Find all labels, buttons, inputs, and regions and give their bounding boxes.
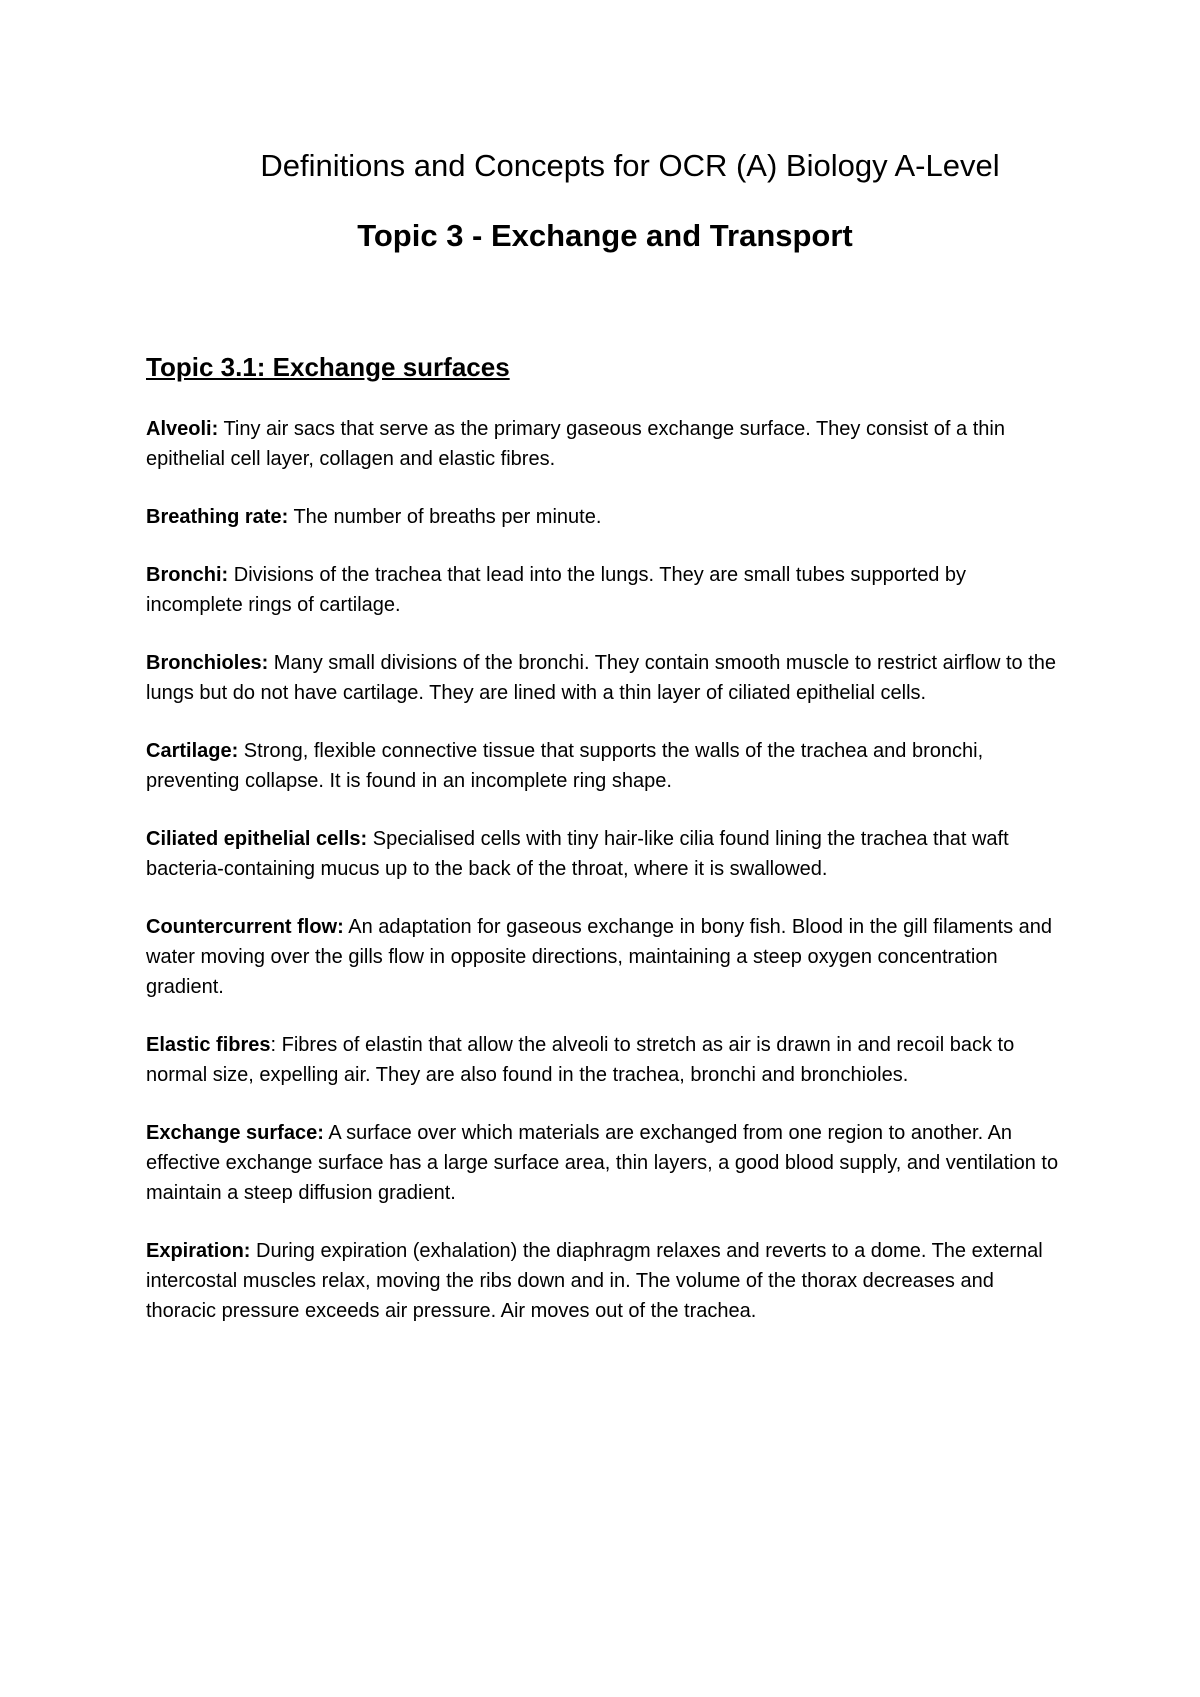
definition-term: Bronchioles: bbox=[146, 652, 269, 674]
definition-text: Divisions of the trachea that lead into the lungs. They are small tubes supported by incomplete rings of cartilage. bbox=[146, 564, 967, 616]
definition-entry-exchange-surface bbox=[146, 1118, 1066, 1208]
definition-term: Bronchi: bbox=[146, 564, 229, 586]
definition-term: Cartilage: bbox=[146, 740, 239, 762]
definition-term: Elastic fibres bbox=[146, 1034, 271, 1056]
definition-term: Breathing rate: bbox=[146, 506, 289, 528]
definition-term: Expiration: bbox=[146, 1240, 251, 1262]
definition-entry-expiration bbox=[146, 1236, 1066, 1326]
definition-text: A surface over which materials are exchanged from one region to another. An effective exchange surface has a large surface area, thin layers, a good blood supply, and ventilation to maintain a steep diffusion gradient. bbox=[146, 1122, 1059, 1204]
definition-entry-breathing-rate bbox=[146, 502, 1066, 532]
definition-entry-bronchi bbox=[146, 560, 1066, 620]
definition-entry-countercurrent-flow bbox=[146, 912, 1066, 1002]
definition-text: Strong, flexible connective tissue that supports the walls of the trachea and bronchi, preventing collapse. It is found in an incomplete ring shape. bbox=[146, 740, 984, 792]
definition-entry-bronchioles bbox=[146, 648, 1066, 708]
definition-entry-cartilage bbox=[146, 736, 1066, 796]
definition-term: Alveoli: bbox=[146, 418, 219, 440]
definition-term: Countercurrent flow: bbox=[146, 916, 344, 938]
definition-text: During expiration (exhalation) the diaphragm relaxes and reverts to a dome. The external intercostal muscles relax, moving the ribs down and in. The volume of the thorax decreases and thoracic pressure exceeds air pressure. Air moves out of the trachea. bbox=[146, 1240, 1043, 1322]
definition-entry-alveoli bbox=[146, 414, 1066, 474]
definition-entry-ciliated-epithelial-cells bbox=[146, 824, 1066, 884]
definition-text: Specialised cells with tiny hair-like cilia found lining the trachea that waft bacteria-containing mucus up to the back of the throat, where it is swallowed. bbox=[146, 828, 1009, 880]
section-heading: Topic 3.1: Exchange surfaces bbox=[146, 352, 510, 382]
definition-term: Exchange surface: bbox=[146, 1122, 324, 1144]
definition-text: Tiny air sacs that serve as the primary gaseous exchange surface. They consist of a thin epithelial cell layer, collagen and elastic fibres. bbox=[146, 418, 1005, 470]
definition-text: The number of breaths per minute. bbox=[288, 506, 602, 528]
definition-term: Ciliated epithelial cells: bbox=[146, 828, 368, 850]
definition-text: : Fibres of elastin that allow the alveoli to stretch as air is drawn in and recoil back to normal size, expelling air. They are also found in the trachea, bronchi and bronchioles. bbox=[146, 1034, 1015, 1086]
document-title: Definitions and Concepts for OCR (A) Biology A-Level bbox=[260, 148, 1000, 183]
section-content bbox=[146, 350, 1066, 1354]
definition-entry-elastic-fibres bbox=[146, 1030, 1066, 1090]
definition-text: Many small divisions of the bronchi. They contain smooth muscle to restrict airflow to the lungs but do not have cartilage. They are lined with a thin layer of ciliated epithelial cells. bbox=[146, 652, 1056, 704]
document-subtitle: Topic 3 - Exchange and Transport bbox=[357, 218, 853, 253]
definition-text: An adaptation for gaseous exchange in bony fish. Blood in the gill filaments and water moving over the gills flow in opposite directions, maintaining a steep oxygen concentration gradient. bbox=[146, 916, 1053, 998]
